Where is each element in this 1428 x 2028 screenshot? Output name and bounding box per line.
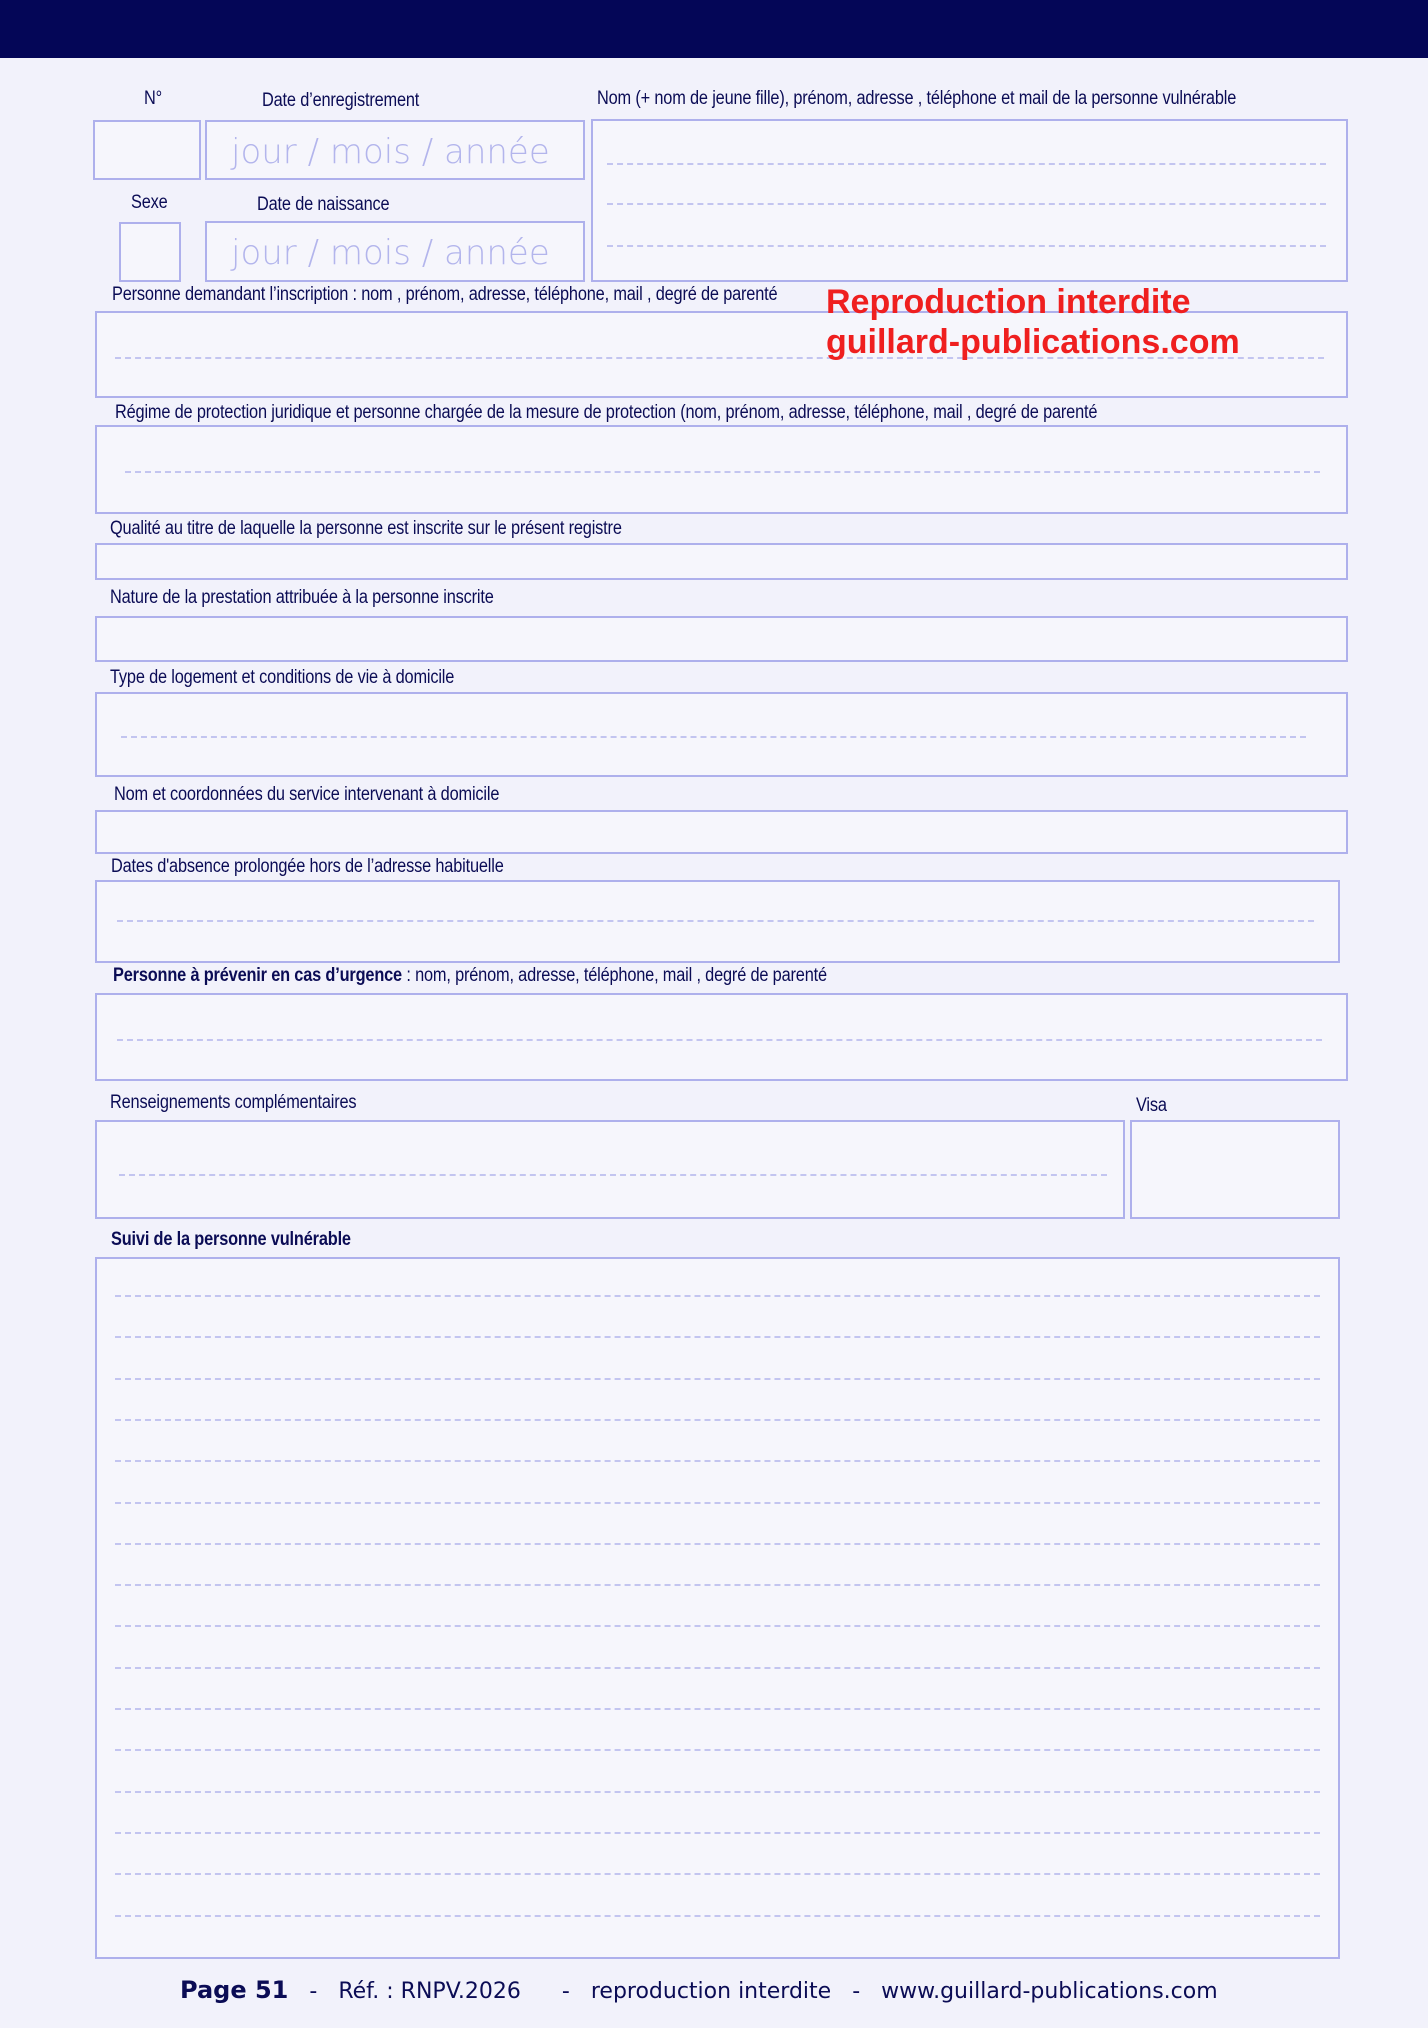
dotted-line bbox=[115, 1502, 1320, 1504]
watermark-line1: Reproduction interdite bbox=[826, 283, 1191, 321]
nature-prestation-field[interactable] bbox=[95, 616, 1348, 662]
footer-sep: - bbox=[852, 1979, 861, 2004]
label-date-enregistrement: Date d’enregistrement bbox=[262, 90, 420, 111]
qualite-field[interactable] bbox=[95, 543, 1348, 580]
watermark bbox=[826, 282, 1240, 362]
type-logement-field[interactable] bbox=[95, 692, 1348, 777]
footer-sep: - bbox=[309, 1979, 318, 2004]
dotted-line bbox=[115, 1295, 1320, 1297]
label-type-logement: Type de logement et conditions de vie à domicile bbox=[110, 667, 455, 688]
date-naissance-placeholder: jour / mois / année bbox=[231, 233, 550, 273]
footer-page: Page 51 bbox=[180, 1976, 289, 2004]
dotted-line bbox=[121, 736, 1306, 738]
footer-url[interactable]: www.guillard-publications.com bbox=[881, 1979, 1218, 2004]
header-bar bbox=[0, 0, 1428, 58]
label-renseignements: Renseignements complémentaires bbox=[110, 1092, 357, 1113]
dotted-line bbox=[115, 1667, 1320, 1669]
dotted-line bbox=[119, 1174, 1107, 1176]
label-nom-personne: Nom (+ nom de jeune fille), prénom, adresse , téléphone et mail de la personne vulnérable bbox=[597, 88, 1237, 109]
dotted-line bbox=[115, 1625, 1320, 1627]
dotted-line bbox=[115, 1791, 1320, 1793]
footer-ref: Réf. : RNPV.2026 bbox=[338, 1979, 521, 2004]
watermark-line2: guillard-publications.com bbox=[826, 323, 1240, 361]
dotted-line bbox=[115, 1378, 1320, 1380]
dotted-line bbox=[115, 1584, 1320, 1586]
label-numero: N° bbox=[144, 88, 162, 109]
dates-absence-field[interactable] bbox=[95, 880, 1340, 963]
dotted-line bbox=[115, 1460, 1320, 1462]
dotted-line bbox=[117, 920, 1314, 922]
label-regime-protection: Régime de protection juridique et personne chargée de la mesure de protection (nom, prénom, adresse, téléphone, mail , degré de parenté bbox=[115, 402, 1098, 423]
label-service-intervenant: Nom et coordonnées du service intervenant à domicile bbox=[114, 784, 500, 805]
renseignements-field[interactable] bbox=[95, 1120, 1125, 1219]
dotted-line bbox=[115, 1419, 1320, 1421]
dotted-line bbox=[115, 1749, 1320, 1751]
label-sexe: Sexe bbox=[131, 192, 168, 213]
footer-sep: - bbox=[561, 1979, 570, 2004]
label-date-naissance: Date de naissance bbox=[257, 194, 390, 215]
label-dates-absence: Dates d'absence prolongée hors de l’adresse habituelle bbox=[111, 856, 504, 877]
sexe-field[interactable] bbox=[119, 222, 181, 282]
visa-field[interactable] bbox=[1130, 1120, 1340, 1219]
dotted-line bbox=[125, 471, 1320, 473]
dotted-line bbox=[115, 1336, 1320, 1338]
dotted-line bbox=[115, 1543, 1320, 1545]
nom-personne-field[interactable] bbox=[591, 119, 1348, 282]
date-naissance-field[interactable] bbox=[205, 221, 585, 282]
dotted-line bbox=[115, 1873, 1320, 1875]
label-urgence-bold: Personne à prévenir en cas d’urgence bbox=[113, 965, 402, 986]
label-qualite: Qualité au titre de laquelle la personne est inscrite sur le présent registre bbox=[110, 518, 622, 539]
label-nature-prestation: Nature de la prestation attribuée à la personne inscrite bbox=[110, 587, 494, 608]
dotted-line bbox=[607, 245, 1326, 247]
label-suivi-text: Suivi de la personne vulnérable bbox=[111, 1229, 351, 1250]
regime-protection-field[interactable] bbox=[95, 425, 1348, 514]
dotted-line bbox=[115, 1915, 1320, 1917]
label-urgence bbox=[113, 965, 827, 987]
footer-notice: reproduction interdite bbox=[590, 1979, 832, 2004]
dotted-line bbox=[607, 163, 1326, 165]
dotted-line bbox=[607, 203, 1326, 205]
label-suivi bbox=[111, 1229, 351, 1251]
label-urgence-rest: : nom, prénom, adresse, téléphone, mail , degré de parenté bbox=[401, 965, 827, 986]
suivi-field[interactable] bbox=[95, 1257, 1340, 1959]
footer bbox=[180, 1976, 1218, 2004]
label-personne-demandant: Personne demandant l’inscription : nom , prénom, adresse, téléphone, mail , degré de parenté bbox=[112, 284, 778, 305]
dotted-line bbox=[115, 1832, 1320, 1834]
urgence-field[interactable] bbox=[95, 993, 1348, 1081]
numero-field[interactable] bbox=[93, 120, 201, 180]
label-visa: Visa bbox=[1136, 1095, 1167, 1116]
dotted-line bbox=[115, 1708, 1320, 1710]
service-intervenant-field[interactable] bbox=[95, 810, 1348, 854]
date-enregistrement-placeholder: jour / mois / année bbox=[231, 132, 550, 172]
dotted-line bbox=[117, 1039, 1322, 1041]
date-enregistrement-field[interactable] bbox=[205, 120, 585, 180]
